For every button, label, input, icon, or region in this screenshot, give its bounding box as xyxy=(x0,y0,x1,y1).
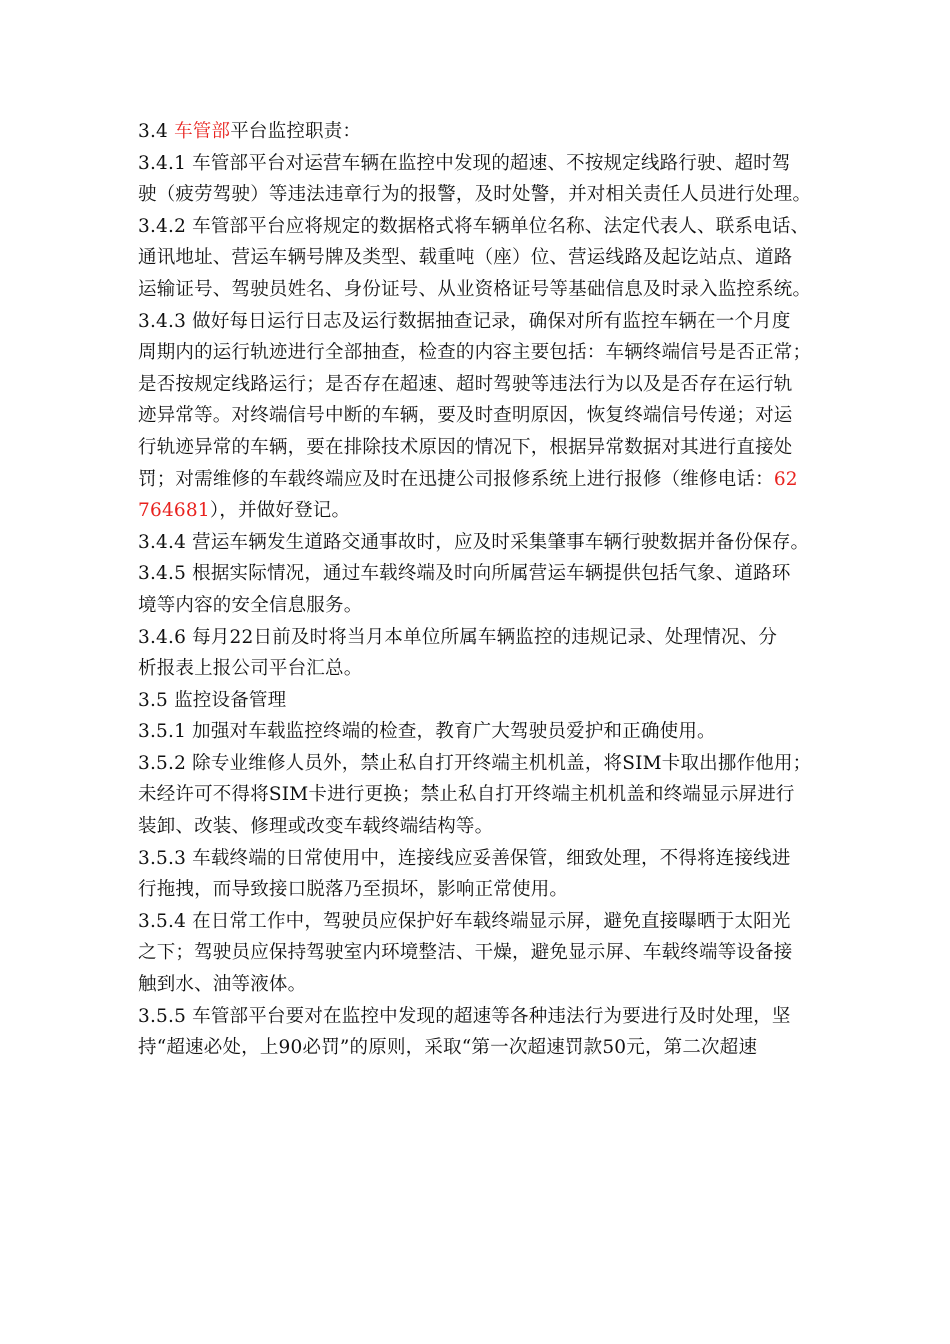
heading-highlight-department: 车管部 xyxy=(174,121,231,142)
section-heading-3-4 xyxy=(138,116,828,148)
paragraph-line: 持“超速必处，上90必罚”的原则，采取“第一次超速罚款50元，第二次超速 xyxy=(138,1037,758,1059)
paragraph-line: 3.5.4 在日常工作中，驾驶员应保护好车载终端显示屏，避免直接曝晒于太阳光 xyxy=(138,910,791,932)
paragraph-line: 行轨迹异常的车辆，要在排除技术原因的情况下，根据异常数据对其进行直接处 xyxy=(138,436,793,458)
paragraph-line: 3.5.2 除专业维修人员外，禁止私自打开终端主机机盖，将SIM卡取出挪作他用； xyxy=(138,752,812,774)
paragraph-line: 3.4.3 做好每日运行日志及运行数据抽查记录，确保对所有监控车辆在一个月度 xyxy=(138,310,791,332)
paragraph-line: 3.4.6 每月22日前及时将当月本单位所属车辆监控的违规记录、处理情况、分 xyxy=(138,626,778,648)
paragraph-line: 装卸、改装、修理或改变车载终端结构等。 xyxy=(138,816,494,838)
paragraph-line: 3.4.5 根据实际情况，通过车载终端及时向所属营运车辆提供包括气象、道路环 xyxy=(138,563,791,585)
section-heading-3-5: 3.5 监控设备管理 xyxy=(138,689,287,711)
paragraph-line: 驶（疲劳驾驶）等违法违章行为的报警，及时处警，并对相关责任人员进行处理。 xyxy=(138,184,812,206)
paragraph-text: 罚；对需维修的车载终端应及时在迅捷公司报修系统上进行报修（维修电话： xyxy=(138,468,774,490)
paragraph-line: 通讯地址、营运车辆号牌及类型、载重吨（座）位、营运线路及起讫站点、道路 xyxy=(138,247,793,269)
heading-number: 3.4 xyxy=(138,121,175,142)
repair-phone-number-part-2: 764681 xyxy=(138,500,210,522)
paragraph-line: 3.4.1 车管部平台对运营车辆在监控中发现的超速、不按规定线路行驶、超时驾 xyxy=(138,152,791,174)
paragraph-line: 行拖拽，而导致接口脱落乃至损坏，影响正常使用。 xyxy=(138,879,569,901)
paragraph-line: 迹异常等。对终端信号中断的车辆，要及时查明原因，恢复终端信号传递；对运 xyxy=(138,405,793,427)
paragraph-line xyxy=(138,464,828,496)
paragraph-line: 触到水、油等液体。 xyxy=(138,974,307,996)
paragraph-line: 3.5.3 车载终端的日常使用中，连接线应妥善保管，细致处理，不得将连接线进 xyxy=(138,847,791,869)
paragraph-line: 是否按规定线路运行；是否存在超速、超时驾驶等违法行为以及是否存在运行轨 xyxy=(138,373,793,395)
paragraph-line: 3.4.4 营运车辆发生道路交通事故时，应及时采集肇事车辆行驶数据并备份保存。 xyxy=(138,531,810,553)
paragraph-line: 运输证号、驾驶员姓名、身份证号、从业资格证号等基础信息及时录入监控系统。 xyxy=(138,278,812,300)
repair-phone-number-part-1: 62 xyxy=(773,468,798,490)
paragraph-line: 3.4.2 车管部平台应将规定的数据格式将车辆单位名称、法定代表人、联系电话、 xyxy=(138,215,810,237)
paragraph-line: 析报表上报公司平台汇总。 xyxy=(138,658,363,680)
paragraph-line: 周期内的运行轨迹进行全部抽查，检查的内容主要包括：车辆终端信号是否正常； xyxy=(138,342,812,364)
paragraph-line: 未经许可不得将SIM卡进行更换；禁止私自打开终端主机机盖和终端显示屏进行 xyxy=(138,784,795,806)
paragraph-line: 之下；驾驶员应保持驾驶室内环境整洁、干燥，避免显示屏、车载终端等设备接 xyxy=(138,942,793,964)
paragraph-text: ），并做好登记。 xyxy=(209,500,351,522)
paragraph-line: 3.5.1 加强对车载监控终端的检查，教育广大驾驶员爱护和正确使用。 xyxy=(138,721,716,743)
heading-title: 平台监控职责： xyxy=(230,121,362,142)
document-body xyxy=(138,116,828,1064)
paragraph-line: 3.5.5 车管部平台要对在监控中发现的超速等各种违法行为要进行及时处理，坚 xyxy=(138,1005,791,1027)
paragraph-line: 境等内容的安全信息服务。 xyxy=(138,594,363,616)
paragraph-line xyxy=(138,495,828,527)
